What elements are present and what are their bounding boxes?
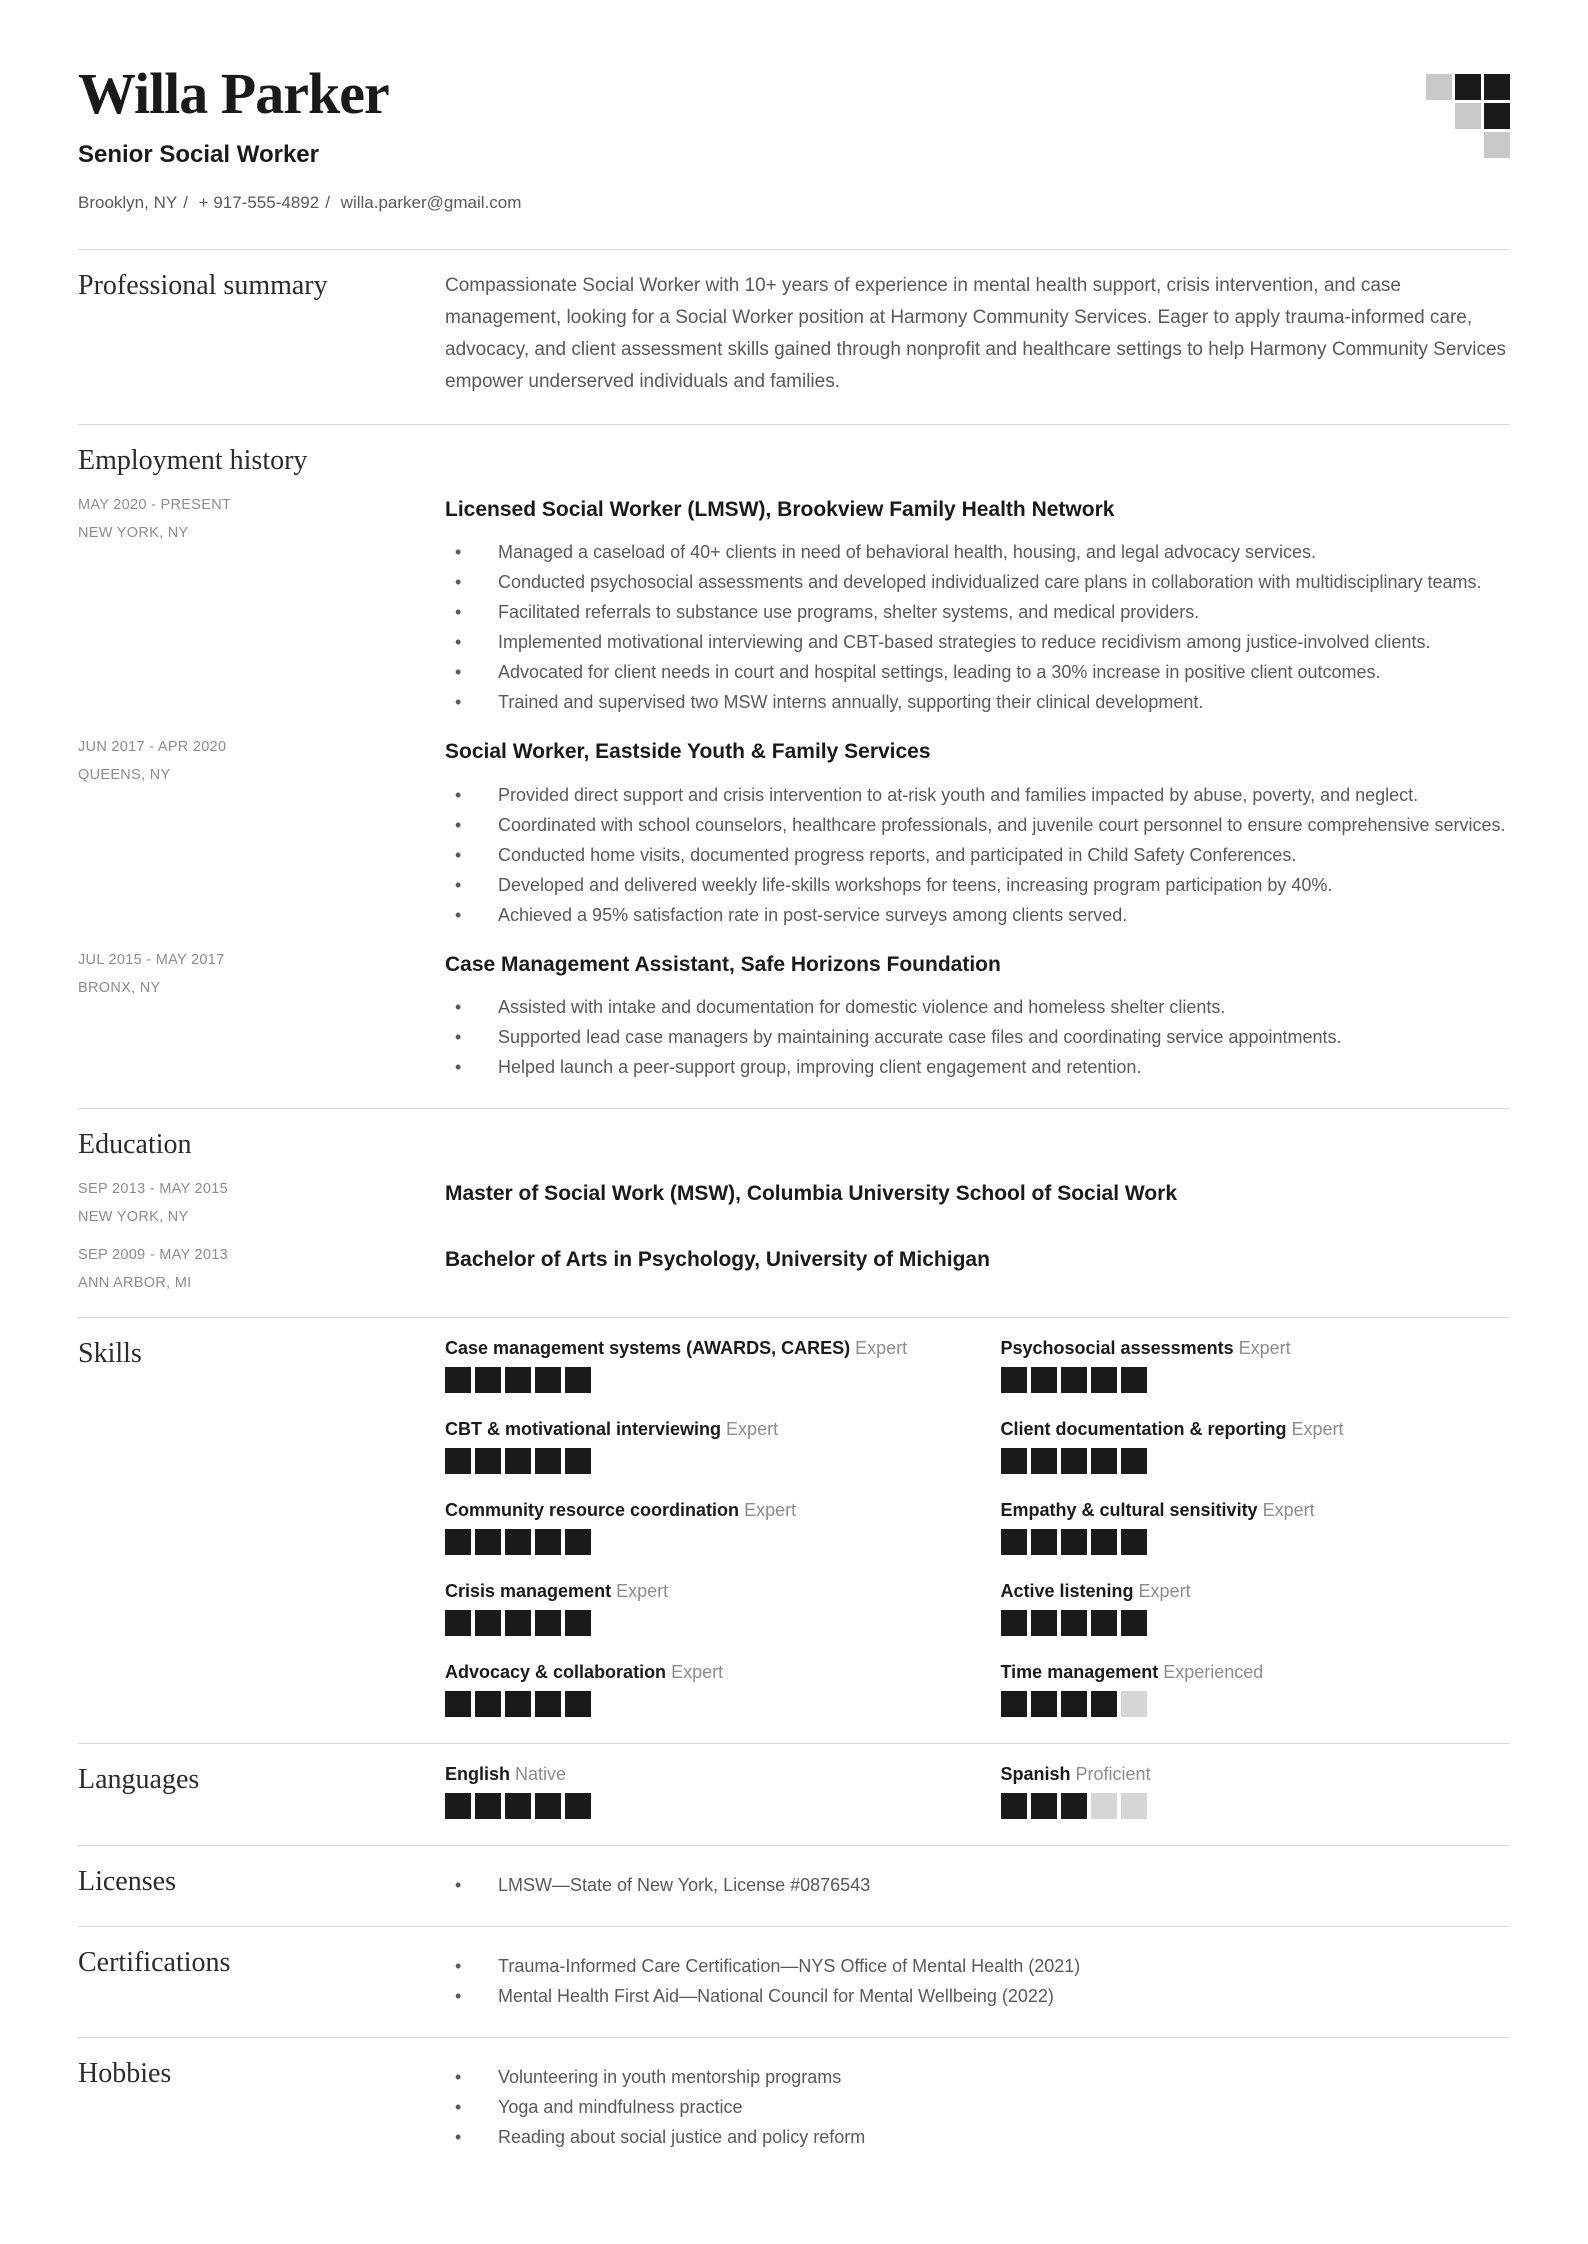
skill-rating-bar bbox=[445, 1448, 955, 1474]
skill-name: Advocacy & collaboration bbox=[445, 1662, 667, 1683]
logo-square bbox=[1426, 132, 1452, 158]
bullet-item: • Achieved a 95% satisfaction rate in post-service surveys among clients served. bbox=[445, 900, 1510, 930]
skill-name: Active listening bbox=[1000, 1581, 1134, 1602]
person-name: Willa Parker bbox=[78, 61, 389, 126]
rating-square bbox=[1001, 1367, 1027, 1393]
bullet-item: • Volunteering in youth mentorship programs bbox=[445, 2062, 1510, 2092]
section-skills bbox=[78, 1317, 1510, 1743]
logo-square bbox=[1484, 132, 1510, 158]
rating-square bbox=[1061, 1691, 1087, 1717]
skill-level: Expert bbox=[1138, 1581, 1191, 1602]
rating-square bbox=[505, 1448, 531, 1474]
skill-level: Expert bbox=[1291, 1419, 1344, 1440]
rating-square bbox=[475, 1529, 501, 1555]
rating-square bbox=[1091, 1529, 1117, 1555]
section-professional-summary bbox=[78, 249, 1510, 424]
education-degree: Master of Social Work (MSW), Columbia University School of Social Work bbox=[445, 1182, 1178, 1206]
section-title: Professional summary bbox=[78, 269, 328, 301]
education-entry bbox=[78, 1247, 1510, 1291]
rating-square bbox=[505, 1610, 531, 1636]
rating-square bbox=[1091, 1448, 1117, 1474]
rating-square bbox=[565, 1448, 591, 1474]
rating-square bbox=[1121, 1448, 1147, 1474]
skill-item bbox=[1001, 1662, 1511, 1717]
job-title: Licensed Social Worker (LMSW), Brookview Family Health Network bbox=[445, 498, 1115, 522]
rating-square bbox=[1061, 1448, 1087, 1474]
rating-square bbox=[505, 1529, 531, 1555]
bullet-item: • Provided direct support and crisis intervention to at-risk youth and families impacted by abuse, poverty, and neglect. bbox=[445, 780, 1510, 810]
rating-square bbox=[1061, 1793, 1087, 1819]
resume-header bbox=[78, 0, 1510, 249]
skill-name: Time management bbox=[1000, 1662, 1159, 1683]
section-licenses bbox=[78, 1845, 1510, 1926]
language-name: Spanish bbox=[1000, 1764, 1071, 1785]
bullet-item: • Coordinated with school counselors, healthcare professionals, and juvenile court personnel to ensure comprehensive services. bbox=[445, 810, 1510, 840]
section-title: Skills bbox=[78, 1338, 142, 1370]
logo-square bbox=[1455, 74, 1481, 100]
logo-square bbox=[1426, 103, 1452, 129]
bullet-item: • Advocated for client needs in court and hospital settings, leading to a 30% increase in positive client outcomes. bbox=[445, 657, 1510, 687]
bullet-item: • Managed a caseload of 40+ clients in need of behavioral health, housing, and legal advocacy services. bbox=[445, 537, 1510, 567]
rating-square bbox=[535, 1529, 561, 1555]
skill-rating-bar bbox=[445, 1367, 955, 1393]
section-title: Hobbies bbox=[78, 2058, 172, 2090]
contact-separator: / bbox=[325, 192, 330, 212]
skill-rating-bar bbox=[1001, 1529, 1511, 1555]
rating-square bbox=[1091, 1610, 1117, 1636]
rating-square bbox=[445, 1529, 471, 1555]
rating-square bbox=[1031, 1691, 1057, 1717]
language-level: Proficient bbox=[1075, 1764, 1151, 1785]
skills-grid bbox=[445, 1338, 1510, 1717]
jobs-list bbox=[78, 497, 1510, 1082]
job-dates: JUL 2015 - MAY 2017 bbox=[78, 951, 225, 968]
contact-line bbox=[78, 193, 521, 213]
job-location: NEW YORK, NY bbox=[78, 525, 189, 542]
skill-level: Experienced bbox=[1163, 1662, 1264, 1683]
skill-name: Psychosocial assessments bbox=[1000, 1338, 1234, 1359]
bullet-item: • Supported lead case managers by maintaining accurate case files and coordinating service appointments. bbox=[445, 1022, 1510, 1052]
skill-rating-bar bbox=[445, 1610, 955, 1636]
rating-square bbox=[1121, 1691, 1147, 1717]
rating-square bbox=[1031, 1367, 1057, 1393]
job-location: QUEENS, NY bbox=[78, 767, 171, 784]
language-rating-bar bbox=[1001, 1793, 1511, 1819]
rating-square bbox=[1091, 1793, 1117, 1819]
skill-level: Expert bbox=[1262, 1500, 1315, 1521]
skill-item bbox=[1001, 1581, 1511, 1636]
language-name: English bbox=[445, 1764, 511, 1785]
skill-level: Expert bbox=[726, 1419, 779, 1440]
logo-square bbox=[1426, 74, 1452, 100]
bullet-item: • Trained and supervised two MSW interns annually, supporting their clinical development. bbox=[445, 687, 1510, 717]
hobbies-list bbox=[445, 2062, 1510, 2152]
job-title: Case Management Assistant, Safe Horizons Foundation bbox=[445, 952, 1001, 976]
skill-item bbox=[445, 1419, 955, 1474]
bullet-item: • Assisted with intake and documentation for domestic violence and homeless shelter clients. bbox=[445, 992, 1510, 1022]
rating-square bbox=[565, 1793, 591, 1819]
job-bullets bbox=[445, 780, 1510, 930]
rating-square bbox=[1061, 1367, 1087, 1393]
rating-square bbox=[445, 1691, 471, 1717]
rating-square bbox=[535, 1367, 561, 1393]
rating-square bbox=[1001, 1610, 1027, 1636]
licenses-list bbox=[445, 1870, 1510, 1900]
rating-square bbox=[505, 1793, 531, 1819]
skill-item bbox=[445, 1500, 955, 1555]
section-title: Certifications bbox=[78, 1947, 231, 1979]
rating-square bbox=[1031, 1448, 1057, 1474]
rating-square bbox=[535, 1448, 561, 1474]
skill-item bbox=[1001, 1500, 1511, 1555]
job-entry bbox=[78, 952, 1510, 1082]
language-rating-bar bbox=[445, 1793, 955, 1819]
bullet-item: • Conducted home visits, documented progress reports, and participated in Child Safety Conferences. bbox=[445, 840, 1510, 870]
skill-level: Expert bbox=[855, 1338, 908, 1359]
skill-level: Expert bbox=[1238, 1338, 1291, 1359]
rating-square bbox=[565, 1367, 591, 1393]
education-entry bbox=[78, 1181, 1510, 1225]
rating-square bbox=[1001, 1793, 1027, 1819]
skill-item bbox=[1001, 1419, 1511, 1474]
skill-name: Client documentation & reporting bbox=[1000, 1419, 1287, 1440]
logo-square bbox=[1484, 74, 1510, 100]
job-bullets bbox=[445, 537, 1510, 717]
education-location: ANN ARBOR, MI bbox=[78, 1275, 192, 1292]
rating-square bbox=[1001, 1691, 1027, 1717]
bullet-item: • Helped launch a peer-support group, improving client engagement and retention. bbox=[445, 1052, 1510, 1082]
section-title: Employment history bbox=[78, 444, 308, 476]
rating-square bbox=[1121, 1529, 1147, 1555]
rating-square bbox=[445, 1367, 471, 1393]
bullet-item: • Yoga and mindfulness practice bbox=[445, 2092, 1510, 2122]
rating-square bbox=[565, 1610, 591, 1636]
education-location: NEW YORK, NY bbox=[78, 1209, 189, 1226]
rating-square bbox=[565, 1691, 591, 1717]
languages-grid bbox=[445, 1764, 1510, 1819]
summary-text: Compassionate Social Worker with 10+ years of experience in mental health support, crisis intervention, and case management, looking for a Social Worker position at Harmony Community Services. Eager to apply trauma-informed care, advocacy, and client assessment skills gained through nonprofit and healthcare settings to help Harmony Community Services empower underserved individuals and families. bbox=[445, 274, 1507, 392]
rating-square bbox=[1001, 1448, 1027, 1474]
job-bullets bbox=[445, 992, 1510, 1082]
job-location: BRONX, NY bbox=[78, 979, 161, 996]
skill-item bbox=[1001, 1338, 1511, 1393]
skill-rating-bar bbox=[445, 1529, 955, 1555]
rating-square bbox=[445, 1448, 471, 1474]
skill-level: Expert bbox=[616, 1581, 669, 1602]
section-employment-history bbox=[78, 424, 1510, 1108]
section-languages bbox=[78, 1743, 1510, 1845]
rating-square bbox=[475, 1793, 501, 1819]
job-dates: MAY 2020 - PRESENT bbox=[78, 497, 232, 514]
rating-square bbox=[505, 1367, 531, 1393]
bullet-item: • Trauma-Informed Care Certification—NYS Office of Mental Health (2021) bbox=[445, 1951, 1510, 1981]
person-job-title: Senior Social Worker bbox=[78, 140, 319, 168]
education-list bbox=[78, 1181, 1510, 1291]
contact-location: Brooklyn, NY bbox=[78, 192, 178, 212]
skill-rating-bar bbox=[1001, 1448, 1511, 1474]
rating-square bbox=[505, 1691, 531, 1717]
rating-square bbox=[1121, 1610, 1147, 1636]
section-title: Licenses bbox=[78, 1866, 176, 1898]
rating-square bbox=[565, 1529, 591, 1555]
bullet-item: • Mental Health First Aid—National Council for Mental Wellbeing (2022) bbox=[445, 1981, 1510, 2011]
squares-logo-icon bbox=[1426, 74, 1510, 158]
skill-name: Case management systems (AWARDS, CARES) bbox=[445, 1338, 851, 1359]
rating-square bbox=[1121, 1367, 1147, 1393]
job-entry bbox=[78, 739, 1510, 929]
job-dates: JUN 2017 - APR 2020 bbox=[78, 739, 227, 756]
bullet-item: • Implemented motivational interviewing and CBT-based strategies to reduce recidivism among justice-involved clients. bbox=[445, 627, 1510, 657]
contact-phone: + 917-555-4892 bbox=[198, 192, 320, 212]
section-title: Education bbox=[78, 1128, 192, 1160]
section-certifications bbox=[78, 1926, 1510, 2037]
education-dates: SEP 2009 - MAY 2013 bbox=[78, 1247, 228, 1264]
skill-rating-bar bbox=[1001, 1610, 1511, 1636]
skill-name: Community resource coordination bbox=[445, 1500, 740, 1521]
rating-square bbox=[1031, 1529, 1057, 1555]
rating-square bbox=[475, 1448, 501, 1474]
rating-square bbox=[1001, 1529, 1027, 1555]
language-item bbox=[1001, 1764, 1511, 1819]
skill-name: Crisis management bbox=[445, 1581, 612, 1602]
skill-rating-bar bbox=[1001, 1691, 1511, 1717]
rating-square bbox=[535, 1793, 561, 1819]
logo-square bbox=[1455, 103, 1481, 129]
bullet-item: • Conducted psychosocial assessments and developed individualized care plans in collaboration with multidisciplinary teams. bbox=[445, 567, 1510, 597]
skill-level: Expert bbox=[671, 1662, 724, 1683]
rating-square bbox=[475, 1610, 501, 1636]
skill-name: CBT & motivational interviewing bbox=[445, 1419, 722, 1440]
bullet-item: • LMSW—State of New York, License #0876543 bbox=[445, 1870, 1510, 1900]
certifications-list bbox=[445, 1951, 1510, 2011]
rating-square bbox=[445, 1793, 471, 1819]
skill-name: Empathy & cultural sensitivity bbox=[1000, 1500, 1258, 1521]
education-dates: SEP 2013 - MAY 2015 bbox=[78, 1181, 228, 1198]
skill-item bbox=[445, 1581, 955, 1636]
rating-square bbox=[1031, 1610, 1057, 1636]
rating-square bbox=[1091, 1367, 1117, 1393]
section-education bbox=[78, 1108, 1510, 1317]
job-title: Social Worker, Eastside Youth & Family Services bbox=[445, 740, 931, 764]
contact-email: willa.parker@gmail.com bbox=[340, 192, 522, 212]
skill-level: Expert bbox=[744, 1500, 797, 1521]
skill-item bbox=[445, 1338, 955, 1393]
job-entry bbox=[78, 497, 1510, 717]
header-identity bbox=[78, 61, 522, 213]
bullet-item: • Facilitated referrals to substance use programs, shelter systems, and medical providers. bbox=[445, 597, 1510, 627]
skill-rating-bar bbox=[445, 1691, 955, 1717]
rating-square bbox=[1061, 1610, 1087, 1636]
language-item bbox=[445, 1764, 955, 1819]
skill-item bbox=[445, 1662, 955, 1717]
education-degree: Bachelor of Arts in Psychology, University of Michigan bbox=[445, 1248, 990, 1272]
rating-square bbox=[1091, 1691, 1117, 1717]
logo-square bbox=[1455, 132, 1481, 158]
logo-square bbox=[1484, 103, 1510, 129]
rating-square bbox=[535, 1691, 561, 1717]
rating-square bbox=[1031, 1793, 1057, 1819]
contact-separator: / bbox=[183, 192, 188, 212]
rating-square bbox=[475, 1367, 501, 1393]
skill-rating-bar bbox=[1001, 1367, 1511, 1393]
section-title: Languages bbox=[78, 1764, 200, 1796]
bullet-item: • Developed and delivered weekly life-skills workshops for teens, increasing program participation by 40%. bbox=[445, 870, 1510, 900]
rating-square bbox=[445, 1610, 471, 1636]
section-hobbies bbox=[78, 2037, 1510, 2178]
language-level: Native bbox=[515, 1764, 567, 1785]
rating-square bbox=[535, 1610, 561, 1636]
rating-square bbox=[1121, 1793, 1147, 1819]
bullet-item: • Reading about social justice and policy reform bbox=[445, 2122, 1510, 2152]
rating-square bbox=[1061, 1529, 1087, 1555]
rating-square bbox=[475, 1691, 501, 1717]
